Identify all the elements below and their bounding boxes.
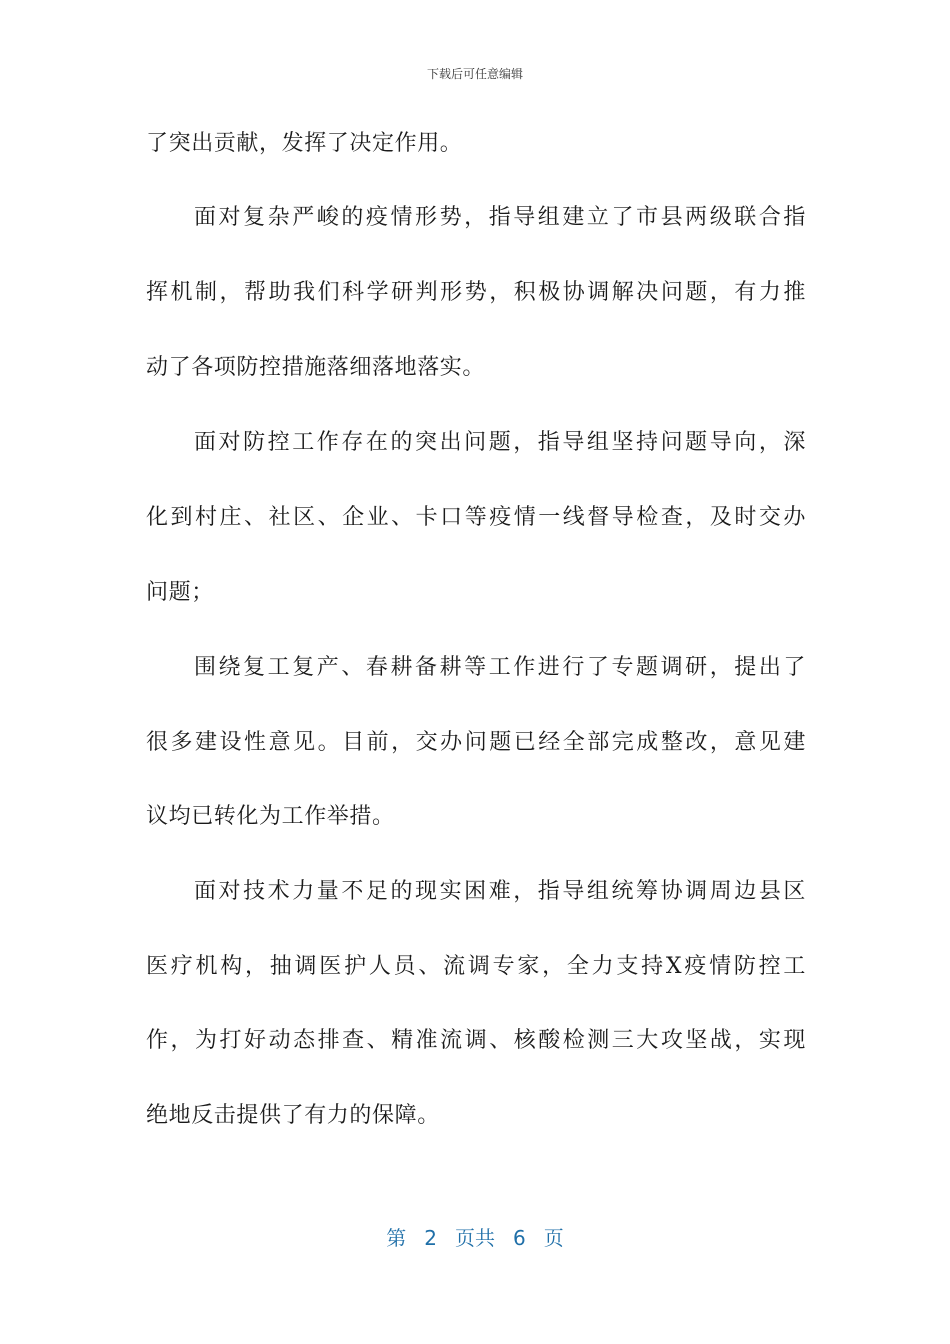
body-line-5: 面对防控工作存在的突出问题，指导组坚持问题导向，深 <box>194 430 806 455</box>
footer-page-number: 2 <box>424 1226 437 1250</box>
body-line-9: 很多建设性意见。目前，交办问题已经全部完成整改，意见建 <box>146 730 806 755</box>
body-line-10: 议均已转化为工作举措。 <box>146 804 395 829</box>
footer-total-pages: 6 <box>513 1226 526 1250</box>
body-line-8: 围绕复工复产、春耕备耕等工作进行了专题调研，提出了 <box>194 655 806 680</box>
page-header-note: 下载后可任意编辑 <box>426 67 523 81</box>
body-line-13: 作，为打好动态排查、精准流调、核酸检测三大攻坚战，实现 <box>146 1028 806 1053</box>
page-footer <box>0 1222 950 1254</box>
body-line-3: 挥机制，帮助我们科学研判形势，积极协调解决问题，有力推 <box>146 280 806 305</box>
footer-page-of-word: 页共 <box>455 1226 495 1250</box>
body-line-1: 了突出贡献，发挥了决定作用。 <box>146 131 463 156</box>
body-line-7: 问题； <box>146 580 214 605</box>
body-line-4: 动了各项防控措施落细落地落实。 <box>146 355 486 380</box>
body-line-2: 面对复杂严峻的疫情形势，指导组建立了市县两级联合指 <box>194 205 806 230</box>
footer-page-word: 第 <box>386 1226 407 1250</box>
body-line-12: 医疗机构，抽调医护人员、流调专家，全力支持X疫情防控工 <box>146 954 806 979</box>
body-line-6: 化到村庄、社区、企业、卡口等疫情一线督导检查，及时交办 <box>146 505 806 530</box>
body-line-14: 绝地反击提供了有力的保障。 <box>146 1103 440 1128</box>
body-line-11: 面对技术力量不足的现实困难，指导组统筹协调周边县区 <box>194 879 806 904</box>
footer-page-word-end: 页 <box>543 1226 564 1250</box>
